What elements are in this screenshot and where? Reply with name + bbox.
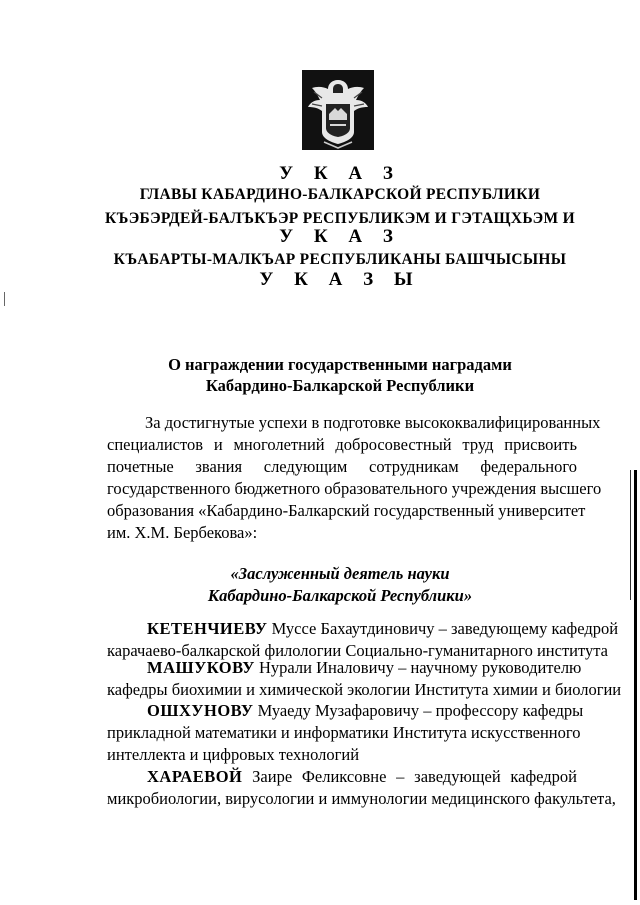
text-line: За достигнутые успехи в подготовке высококвалифицированных <box>145 413 601 432</box>
text-line: государственного бюджетного образовательного учреждения высшего <box>107 479 602 498</box>
award-line: «Заслуженный деятель науки <box>230 564 450 583</box>
award-line: Кабардино-Балкарской Республики» <box>207 586 473 605</box>
award-entry <box>107 766 616 810</box>
recipient-name: МАШУКОВУ <box>147 658 255 677</box>
recipient-name: ХАРАЕВОЙ <box>147 767 243 786</box>
header-line-kbr: ГЛАВЫ КАБАРДИНО-БАЛКАРСКОЙ РЕСПУБЛИКИ <box>139 186 541 203</box>
award-entry <box>107 700 584 766</box>
title-line: О награждении государственными наградами <box>168 355 512 374</box>
decree-heading: У К А З <box>279 163 401 184</box>
text-line: ОШХУНОВУ Муаеду Музафаровичу – профессору кафедры <box>147 701 584 720</box>
header-line-kabardian: КЪЭБЭРДЕЙ-БАЛЪКЪЭР РЕСПУБЛИКЭМ И ГЭТАЩХЬЭМ И <box>105 210 575 227</box>
text-line: ХАРАЕВОЙ Заире Феликсовне – заведующей кафедрой <box>147 767 577 786</box>
text-line: образования «Кабардино-Балкарский государственный университет <box>107 501 586 520</box>
coat-of-arms-icon <box>302 70 374 150</box>
text-line: кафедры биохимии и химической экологии Института химии и биологии <box>107 680 622 699</box>
text-line: прикладной математики и информатики Института искусственного <box>107 723 581 742</box>
text-line: интеллекта и цифровых технологий <box>107 745 360 764</box>
scan-edge <box>634 470 637 900</box>
decree-heading-balkar: У К А З Ы <box>259 269 421 290</box>
text-line: почетные звания следующим сотрудникам федерального <box>107 457 577 476</box>
award-entry <box>107 657 622 701</box>
title-line: Кабардино-Балкарской Республики <box>205 376 475 395</box>
recipient-name: ОШХУНОВУ <box>147 701 254 720</box>
award-entry <box>107 618 619 662</box>
text-line: МАШУКОВУ Нурали Иналовичу – научному руководителю <box>147 658 582 677</box>
text-line: КЕТЕНЧИЕВУ Муссе Бахаутдиновичу – заведующему кафедрой <box>147 619 619 638</box>
text-line: карачаево-балкарской филологии Социально-гуманитарного института <box>107 641 608 660</box>
text-line: микробиологии, вирусологии и иммунологии медицинского факультета, <box>107 789 616 808</box>
document-title <box>100 354 580 396</box>
intro-paragraph <box>107 412 602 544</box>
award-title <box>100 563 580 607</box>
text-line: специалистов и многолетний добросовестный труд присвоить <box>107 435 577 454</box>
scan-edge-mark <box>630 470 631 600</box>
recipient-name: КЕТЕНЧИЕВУ <box>147 619 268 638</box>
text-line: им. Х.М. Бербекова»: <box>107 523 258 542</box>
scan-mark <box>4 292 5 306</box>
header-line-balkar: КЪАБАРТЫ-МАЛКЪАР РЕСПУБЛИКАНЫ БАШЧЫСЫНЫ <box>113 251 567 268</box>
decree-heading-kabardian: У К А З <box>279 226 401 247</box>
